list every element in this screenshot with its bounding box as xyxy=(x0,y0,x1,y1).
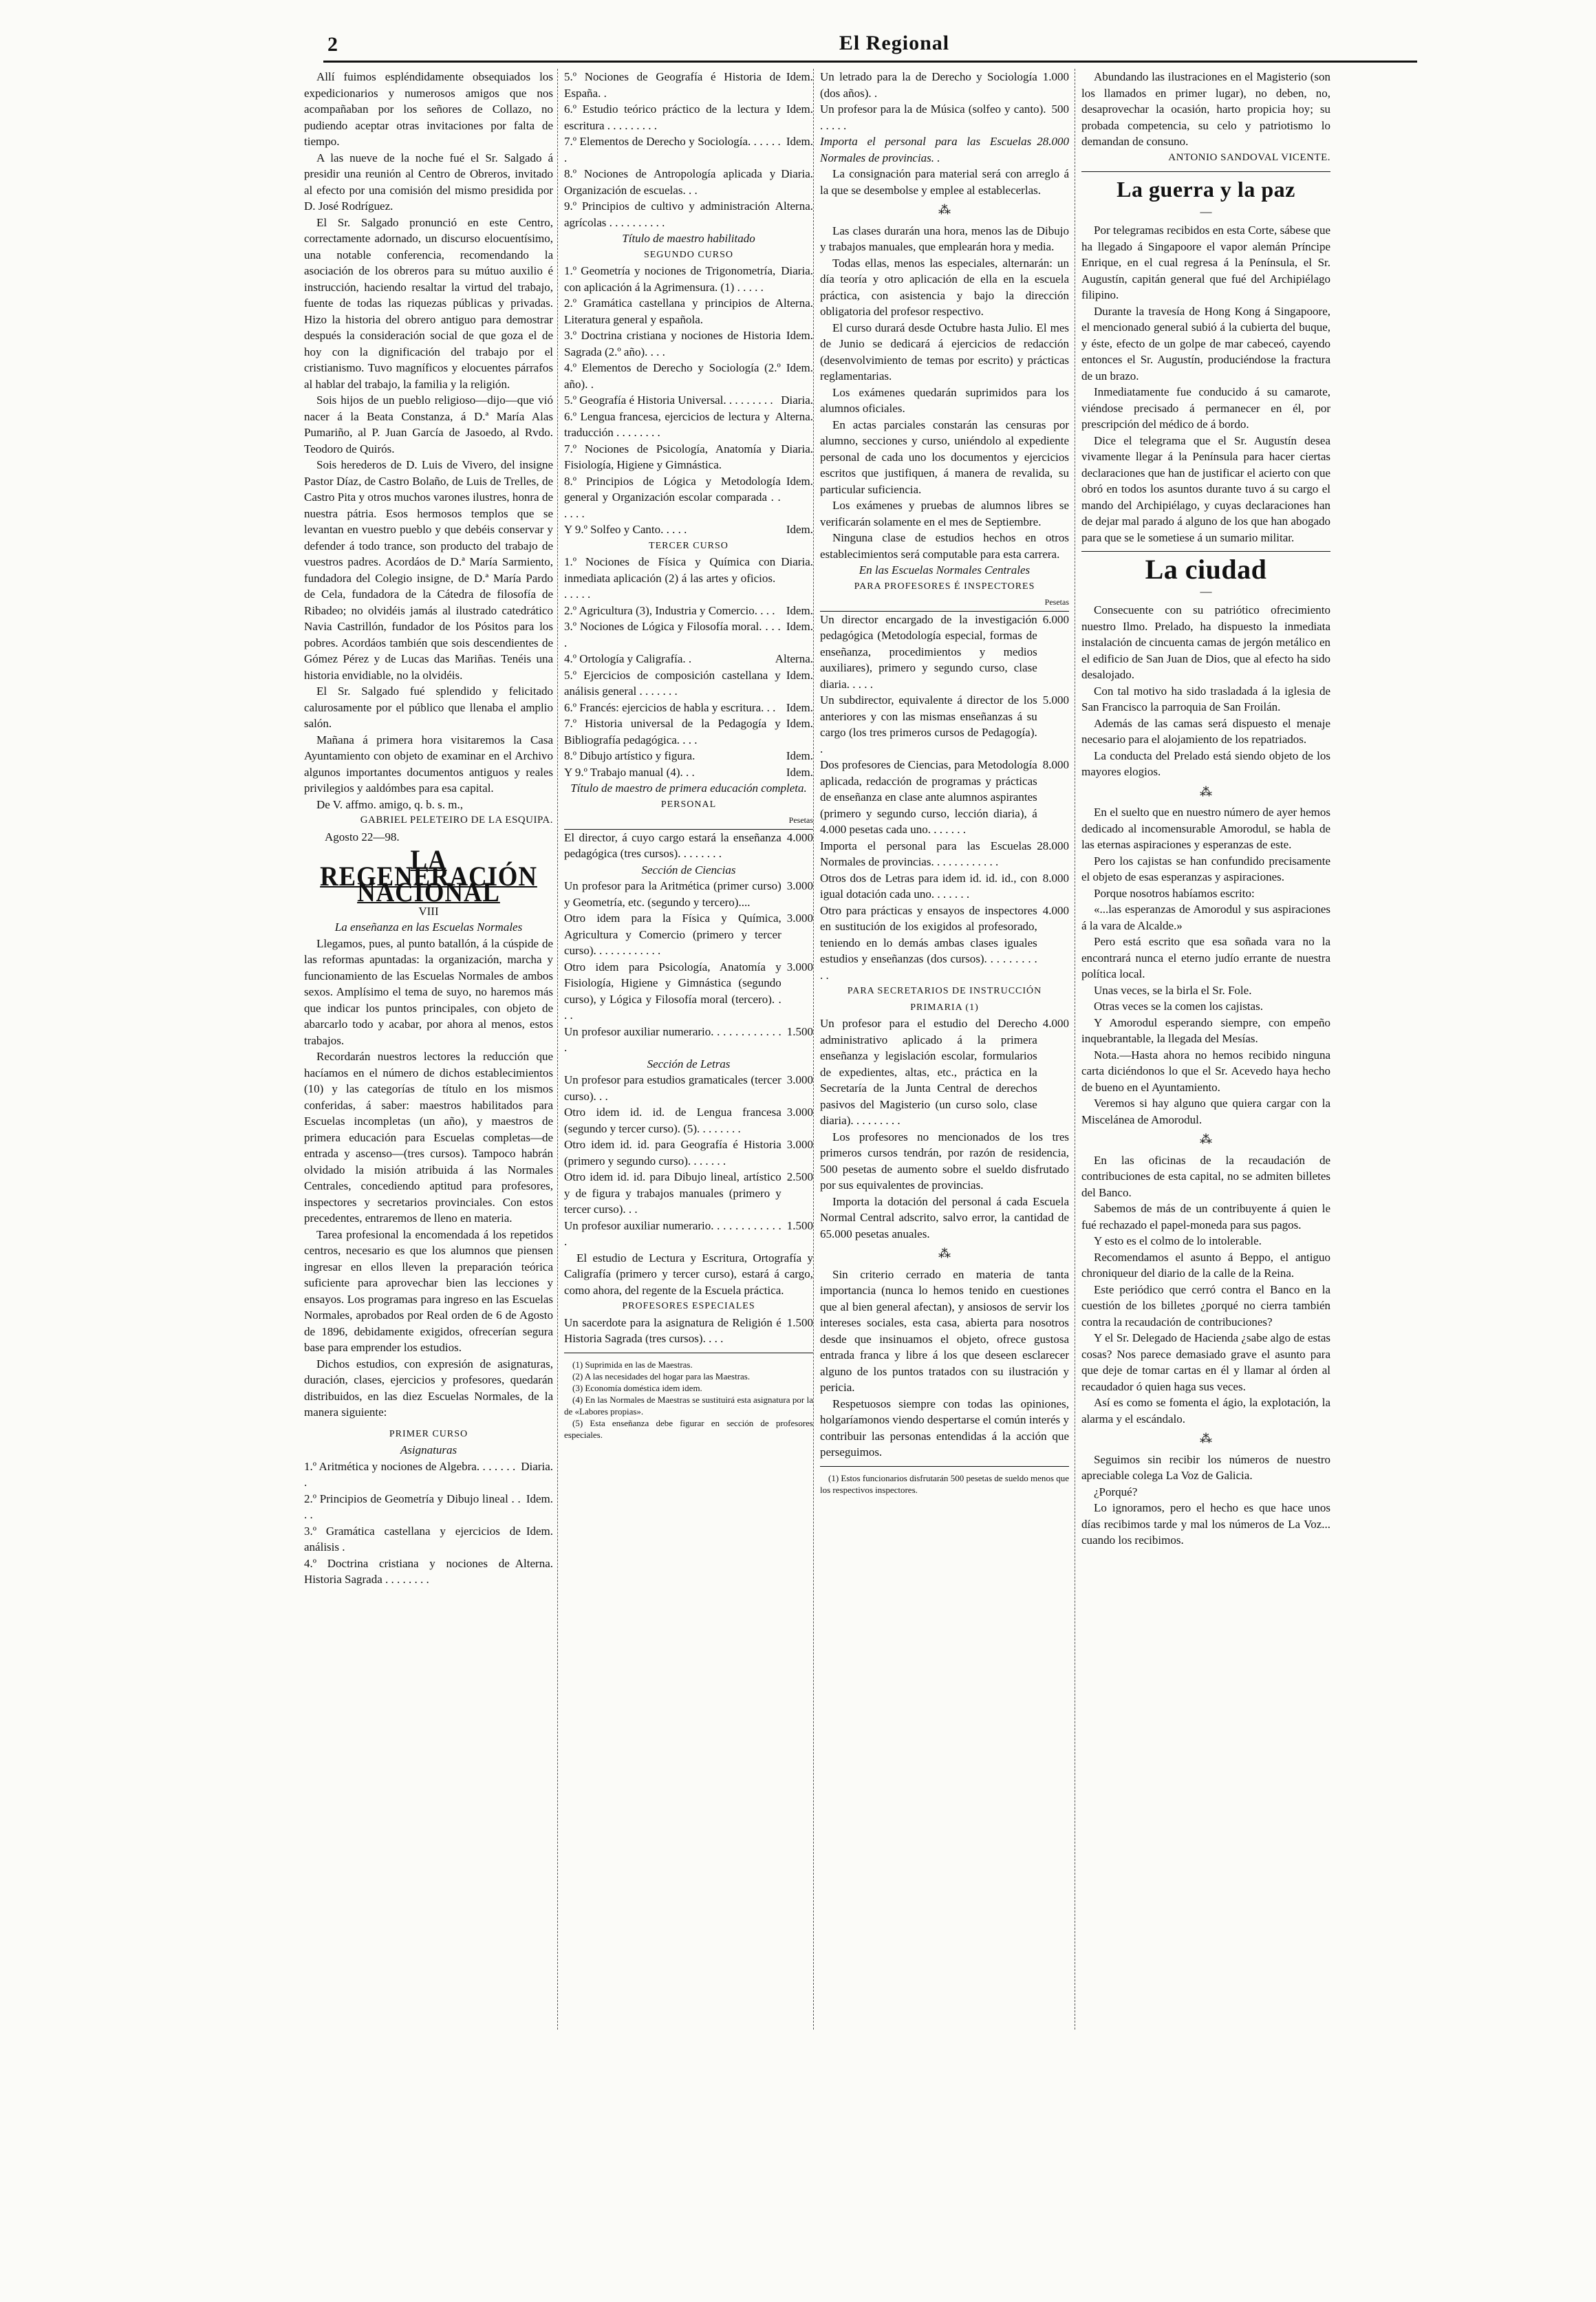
row-label: Un sacerdote para la asignatura de Religión é Historia Sagrada (tres cursos). . . . xyxy=(564,1315,781,1345)
row-value: Diaria. xyxy=(781,394,813,407)
separator-stars: ⁂ xyxy=(938,1247,951,1260)
staff-list xyxy=(820,1015,1069,1129)
table-row xyxy=(820,101,1069,133)
paragraph: Dichos estudios, con expresión de asignaturas, duración, clases, ejercicios y profesores, quedarán distribuidos, en las diez Escuelas Normales, de la manera siguiente: xyxy=(304,1357,553,1419)
paragraph: Sin criterio cerrado en materia de tanta importancia (nunca lo hemos tenido en cuestiones que al bien general afectan), y ansiosos de servir los intereses sociales, esta casa, abierta para nosotros desde que insinuamos el objeto, ofrece gustosa entrada franca y libre á los que deseen esclarecer alguno de los puntos tratados con su ilustración y pericia. xyxy=(820,1267,1069,1394)
row-label: Dos profesores de Ciencias, para Metodología aplicada, redacción de programas y prácticas de enseñanza en clase ante alumnos aspirantes (primero y segundo curso, lección diaria), á 4.000 pesetas cada uno. . . . . . . xyxy=(820,758,1037,836)
centrales-heading: En las Escuelas Normales Centrales xyxy=(859,563,1031,577)
paragraph: Pero está escrito que esa soñada vara no la encontrará nunca el eterno judío errante de nuestra política local. xyxy=(1081,935,1330,980)
table-row xyxy=(820,870,1069,903)
seccion-ciencias: Sección de Ciencias xyxy=(641,863,736,876)
paragraph: Consecuente con su patriótico ofrecimiento nuestro Ilmo. Prelado, ha dispuesto la inmediata instalación de cincuenta camas de jergón metálico en el edificio de San Juan de Dios, que al efecto ha sido desalojado. xyxy=(1081,603,1330,681)
row-value: Idem. xyxy=(786,765,813,779)
separator-stars: ⁂ xyxy=(1200,1432,1212,1445)
row-label: 8.º Dibujo artístico y figura. xyxy=(564,749,695,762)
paragraph: Recordarán nuestros lectores la reducción que hacíamos en el número de dichos establecimientos (10) y las categorías de título en los mismos conferidas, á saber: maestros habilitados para Escuelas incompletas (un año), y maestros de primera educación para Escuelas completas—de entrada y ascenso—(tres cursos). Tampoco habrán olvidado la misión atribuida á las Normales Centrales, concediendo aptitud para profesores, inspectores y secretarios provinciales. Con estos precedentes, entraremos de lleno en materia. xyxy=(304,1050,553,1225)
row-label: Otro idem id. id. para Dibujo lineal, artístico y de figura y trabajos manuales (primero y tercer curso). . . xyxy=(564,1170,781,1216)
row-value: Idem. xyxy=(526,1492,553,1505)
column-2 xyxy=(564,69,813,1441)
row-value: 1.500 xyxy=(786,1218,813,1232)
separator-dash: — xyxy=(1200,204,1212,218)
row-label: Y 9.º Solfeo y Canto. . . . . xyxy=(564,523,687,536)
paragraph: ¿Porqué? xyxy=(1094,1485,1138,1498)
row-value: Alterna. xyxy=(515,1556,553,1570)
row-value: Idem. xyxy=(526,1524,553,1538)
row-label: 4.º Doctrina cristiana y nociones de Historia Sagrada . . . . . . . . xyxy=(304,1556,510,1586)
row-value: 2.500 xyxy=(786,1170,813,1183)
table-row xyxy=(564,69,813,101)
table-row xyxy=(564,1169,813,1218)
section-rule xyxy=(1081,171,1330,172)
separator-stars: ⁂ xyxy=(1200,784,1212,799)
paragraph: Y el Sr. Delegado de Hacienda ¿sabe algo de estas cosas? Nos parece demasiado grave el asunto para que deje de tomar cartas en él y llamar al órden al recaudador ó quien haga sus veces. xyxy=(1081,1331,1330,1393)
paragraph: Todas ellas, menos las especiales, alternarán: un día teoría y otro aplicación de ella en la escuela práctica, con asistencia y bajo la dirección obligatoria del profesor respectivo. xyxy=(820,256,1069,318)
paragraph: Durante la travesía de Hong Kong á Singapoore, el mencionado general subió á la cubierta del buque, y éste, efecto de un golpe de mar cabeceó, cayendo entonces el Sr. Augustín, produciéndose la fractura de un brazo. xyxy=(1081,304,1330,383)
table-row xyxy=(564,618,813,651)
table-row xyxy=(564,473,813,522)
letras-paragraph: El estudio de Lectura y Escritura, Ortografía y Caligrafía (primero y tercer curso), estará á cargo, como ahora, del regente de la Escuela práctica. xyxy=(564,1251,813,1297)
row-label: Otros dos de Letras para idem id. id. id., con igual dotación cada uno. . . . . . . xyxy=(820,871,1037,901)
table-row xyxy=(820,692,1069,757)
staff-list xyxy=(564,1072,813,1250)
row-label: Importa el personal para las Escuelas Normales de provincias. . . . . . . . . . . . xyxy=(820,839,1032,868)
row-value: 5.000 xyxy=(1042,693,1069,707)
row-value: 3.000 xyxy=(786,1106,813,1119)
row-label: Otro idem id. id. de Lengua francesa (segundo y tercer curso). (5). . . . . . . . xyxy=(564,1106,781,1135)
row-value: Idem. xyxy=(786,749,813,762)
row-label: Un profesor auxiliar numerario. . . . . . . . . . . . . xyxy=(564,1024,781,1054)
paragraph: El Sr. Salgado pronunció en este Centro, correctamente adornado, un discurso elocuentísimo, una notable conferencia, recomendando la asociación de los obreros para su mútuo auxilio é instrucción, haciendo resaltar la virtud del trabajo, fuente de todas las riquezas públicas y privadas. Hizo la historia del obrero antiguo para demostrar después la consideración social de que goza el de hoy con la dignificación del trabajo por el cristianismo. Tuvo magníficos y elocuentes párrafos al hablar del trabajo, la familia y la religión. xyxy=(304,215,553,391)
article-body xyxy=(304,936,553,1421)
paragraph: Mañana á primera hora visitaremos la Casa Ayuntamiento con objeto de examinar en el Archivo algunos importantes documentos antiguos y reales privilegios y aaldómbes para esa capital. xyxy=(304,733,553,795)
row-value: 1.500 xyxy=(786,1315,813,1329)
row-label: Un letrado para la de Derecho y Sociología (dos años). . xyxy=(820,70,1037,100)
row-label: Otro idem para la Física y Química, Agricultura y Comercio (primero y tercer curso). . . . . . . . . . . . xyxy=(564,912,781,957)
row-value: 8.000 xyxy=(1042,758,1069,771)
table-row xyxy=(564,667,813,700)
article-signature: ANTONIO SANDOVAL VICENTE. xyxy=(1168,151,1330,163)
row-label: Otro idem id. id. para Geografía é Historia (primero y segundo curso). . . . . . . xyxy=(564,1138,781,1168)
row-value: 4.000 xyxy=(786,830,813,844)
row-label: 1.º Nociones de Física y Química con inmediata aplicación (2) á las artes y oficios. . . . . . xyxy=(564,555,776,601)
column-1 xyxy=(304,69,553,1588)
footnote: (3) Economía doméstica idem idem. xyxy=(572,1382,702,1393)
newspaper-title: El Regional xyxy=(839,32,950,54)
row-label: Un director encargado de la investigación pedagógica (Metodología especial, formas de enseñanza, procedimientos y medios auxiliares), primero y segundo curso, clase diaria. . . . . xyxy=(820,612,1037,691)
row-label: 3.º Nociones de Lógica y Filosofía moral. . . . . xyxy=(564,620,781,649)
table-row xyxy=(564,327,813,360)
row-value: Idem. xyxy=(786,103,813,116)
row-value: Diaria. xyxy=(781,264,813,277)
row-value: 3.000 xyxy=(786,879,813,892)
column-4 xyxy=(1081,69,1330,1549)
ciudad-body xyxy=(1081,602,1330,780)
paragraph: Los exámenes quedarán suprimidos para los alumnos oficiales. xyxy=(820,385,1069,415)
row-value: 6.000 xyxy=(1042,612,1069,626)
row-value: Alterna. xyxy=(775,409,813,423)
row-value: Idem. xyxy=(786,700,813,714)
ciudad-body xyxy=(1081,1452,1330,1549)
paragraph: El Sr. Salgado fué splendido y felicitado calurosamente por el público que llenaba el amplio salón. xyxy=(304,685,553,730)
row-label: 4.º Ortología y Caligrafía. . xyxy=(564,652,692,665)
row-label: Un profesor para el estudio del Derecho administrativo aplicado á la primera enseñanza y legislación escolar, formularios de expedientes, altas, etc., práctica en la Secretaría de la Junta Central de derechos pasivos del Magisterio (un curso solo, clase diaria). . . . . . . . . xyxy=(820,1017,1037,1127)
primer-curso-heading: PRIMER CURSO xyxy=(389,1428,468,1439)
table-row xyxy=(304,1523,553,1556)
centrales-subheading: PARA PROFESORES É INSPECTORES xyxy=(854,581,1035,592)
letter-signature: GABRIEL PELETEIRO DE LA ESQUIPA. xyxy=(360,815,553,826)
paragraph: Además de las camas será dispuesto el menaje necesario para el alojamiento de los repatriados. xyxy=(1081,716,1330,746)
table-row xyxy=(564,1315,813,1347)
row-value: Diaria. xyxy=(781,442,813,455)
paragraph: «...las esperanzas de Amorodul y sus aspiraciones á la vara de Alcalde.» xyxy=(1081,903,1330,932)
ciudad-body xyxy=(1081,1152,1330,1428)
table-row xyxy=(564,1137,813,1169)
paragraph: Y esto es el colmo de lo intolerable. xyxy=(1094,1234,1262,1247)
table-row xyxy=(564,1218,813,1250)
row-value: 3.000 xyxy=(786,960,813,973)
row-value: Alterna. xyxy=(775,652,813,665)
table-row xyxy=(564,1104,813,1137)
separator-dash: — xyxy=(1200,584,1212,598)
table-row xyxy=(564,295,813,327)
row-label: 8.º Nociones de Antropología aplicada y Organización de escuelas. . . xyxy=(564,167,776,197)
row-value: 500 xyxy=(1051,103,1069,116)
row-label: Otro idem para Psicología, Anatomía y Fisiología, Higiene y Gimnástica (segundo curso), y Lógica y Filosofía moral (tercero). . . . xyxy=(564,960,781,1022)
staff-list xyxy=(564,1315,813,1347)
letter-date: Agosto 22—98. xyxy=(325,830,400,843)
table-row xyxy=(304,1556,553,1588)
table-row xyxy=(564,133,813,166)
paragraph: Sois herederos de D. Luis de Vivero, del insigne Pastor Díaz, de Castro Bolaño, de Luis de Trelles, de Castro Pita y otros muchos varones ilustres, honra de nuestra pátria. Esos hermosos templos que se levantan en vuestro pueblo y que debéis conservar y defender á todo trance, son producto del trabajo de vuestros padres. Acordáos de D.ª María Sarmiento, fundadora del Colegio insigne, de D.ª María Pardo de Cela, fundadora de la Cátedra de filosofía de Ribadeo; no olvidéis jamás al ilustrado catedrático Navia Castrillón, fundador de los Pósitos para los pobres. Acordáos también que sois descendientes de Gómez Pérez y de Lucas das Mariñas. Tenéis una historia envidiable, no la olvidéis. xyxy=(304,458,553,682)
paragraph: Llegamos, pues, al punto batallón, á la cúspide de las reformas apuntadas: la organización, marcha y funcionamiento de las Escuelas Normales de ambos sexos. Amplísimo el tema de suyo, no haremos más que indicar los puntos principales, con objeto de abarcarlo todo y acabar, por ahora al menos, estos trabajos. xyxy=(304,936,553,1047)
paragraphs xyxy=(820,223,1069,563)
row-value: 3.000 xyxy=(786,1073,813,1086)
table-row xyxy=(564,360,813,392)
paragraph: Porque nosotros habíamos escrito: xyxy=(1094,886,1255,900)
paragraph: Nota.—Hasta ahora no hemos recibido ninguna carta diciéndonos lo que el Sr. Acevedo haya hecho de bueno en el Ayuntamiento. xyxy=(1081,1048,1330,1094)
row-label: Un profesor para estudios gramaticales (tercer curso). . . xyxy=(564,1073,781,1103)
row-value: 1.500 xyxy=(786,1024,813,1038)
paragraph: Abundando las ilustraciones en el Magisterio (son los llamados en primer lugar), no deben, no, desaprovechar la ocasión, harto propicia hoy; su probada competencia, su celo y patriotismo lo demandan de consuno. xyxy=(1081,70,1330,148)
ciudad-body xyxy=(1081,804,1330,1128)
row-label: 3.º Gramática castellana y ejercicios de análisis . xyxy=(304,1524,521,1553)
paragraph: De V. affmo. amigo, q. b. s. m., xyxy=(316,797,463,811)
section-title-guerra: La guerra y la paz xyxy=(1117,177,1295,202)
row-value: Idem. xyxy=(786,361,813,374)
row-label: Un profesor para la Aritmética (primer curso) y Geometría, etc. (segundo y tercero).... xyxy=(564,879,781,909)
table-row xyxy=(564,198,813,230)
footnote: (4) En las Normales de Maestras se sustituirá esta asignatura por la de «Labores propias». xyxy=(564,1394,813,1417)
subject-list xyxy=(564,263,813,538)
paragraph: Las clases durarán una hora, menos las de Dibujo y trabajos manuales, que emplearán hora y media. xyxy=(820,224,1069,253)
paragraph: Y Amorodul esperando siempre, con empeño inquebrantable, la llegada del Mesías. xyxy=(1081,1015,1330,1045)
table-row xyxy=(564,392,813,409)
row-label: 7.º Historia universal de la Pedagogía y Bibliografía pedagógica. . . . xyxy=(564,717,781,746)
column-divider xyxy=(813,69,814,2030)
row-value: Idem. xyxy=(786,620,813,633)
paragraph: Allí fuimos espléndidamente obsequiados los expedicionarios y numerosos amigos que nos acompañaban por los señores de Collazo, no pudiendo aceptar otras invitaciones por falta de tiempo. xyxy=(304,70,553,148)
page-number: 2 xyxy=(327,33,338,56)
paragraph: Veremos si hay alguno que quiera cargar con la Miscelánea de Amorodul. xyxy=(1081,1097,1330,1126)
footnote: (1) Suprimida en las de Maestras. xyxy=(572,1359,693,1370)
page-header xyxy=(323,30,1417,63)
tercer-curso-heading: TERCER CURSO xyxy=(649,540,729,551)
paragraph: Así es como se fomenta el ágio, la explotación, la alarma y el escándalo. xyxy=(1081,1396,1330,1426)
row-label: 4.º Elementos de Derecho y Sociología (2.º año). . xyxy=(564,361,781,391)
segundo-curso-heading: SEGUNDO CURSO xyxy=(643,249,734,260)
row-label: 2.º Agricultura (3), Industria y Comercio. . . . xyxy=(564,603,775,617)
importa-row: Importa el personal para las Escuelas Normales de provincias. . 28.000 xyxy=(820,135,1069,164)
table-row xyxy=(564,830,813,862)
staff-list xyxy=(564,878,813,1056)
titulo-habilitado: Título de maestro habilitado xyxy=(622,232,755,245)
paragraph: Importa la dotación del personal á cada Escuela Normal Central adscrito, salvo error, la cantidad de 65.000 pesetas anuales. xyxy=(820,1194,1069,1240)
footnote: (2) A las necesidades del hogar para las Maestras. xyxy=(572,1370,751,1381)
table-row xyxy=(564,441,813,473)
row-value: Idem. xyxy=(786,329,813,342)
especiales-heading: PROFESORES ESPECIALES xyxy=(622,1301,755,1311)
table-row xyxy=(564,166,813,198)
row-label: 7.º Elementos de Derecho y Sociología. . . . . . . xyxy=(564,135,781,164)
row-value: 28.000 xyxy=(1037,839,1069,852)
footnote: (5) Esta enseñanza debe figurar en sección de profesores especiales. xyxy=(564,1417,813,1440)
secretarios-heading: PARA SECRETARIOS DE INSTRUCCIÓN PRIMARIA (1) xyxy=(847,986,1042,1013)
paragraph: En las oficinas de la recaudación de contribuciones de esta capital, no se admiten billetes del Banco. xyxy=(1081,1153,1330,1199)
asignaturas-heading: Asignaturas xyxy=(400,1443,457,1456)
row-value: 1.000 xyxy=(1042,70,1069,83)
row-value: Diaria. xyxy=(781,555,813,568)
footnote: (1) Estos funcionarios disfrutarán 500 pesetas de sueldo menos que los respectivos inspectores. xyxy=(820,1472,1069,1495)
row-label: 8.º Principios de Lógica y Metodología general y Organización escolar comparada . . . . . . xyxy=(564,474,781,520)
row-value: 3.000 xyxy=(786,1138,813,1151)
table-row xyxy=(564,748,813,764)
paragraph: Inmediatamente fue conducido á su camarote, viéndose precisado á permanecer en él, por prescripción del médico de á bordo. xyxy=(1081,385,1330,431)
pesetas-heading: Pesetas xyxy=(820,594,1069,612)
letter-body xyxy=(304,69,553,813)
row-label: Un profesor auxiliar numerario. . . . . . . . . . . . . xyxy=(564,1218,781,1248)
paragraph: Pero los cajistas se han confundido precisamente el objeto de esas esperanzas y aspiraciones. xyxy=(1081,854,1330,883)
staff-list xyxy=(564,830,813,862)
paragraph: En actas parciales constarán las censuras por alumno, secciones y curso, uniéndolo al expediente personal de cada uno los documentos y ejercicios escritos que justifiquen, á manera de revalida, su particular suficiencia. xyxy=(820,418,1069,496)
staff-list xyxy=(820,69,1069,133)
subject-list xyxy=(564,554,813,780)
table-row xyxy=(564,764,813,781)
row-label: Y 9.º Trabajo manual (4). . . xyxy=(564,765,695,779)
paragraphs xyxy=(820,1267,1069,1461)
table-row xyxy=(820,903,1069,984)
table-row xyxy=(564,263,813,295)
paragraph: La consignación para material será con arreglo á la que se desembolse y emplee al establecerlas. xyxy=(820,167,1069,197)
row-label: 1.º Geometría y nociones de Trigonometría, con aplicación á la Agrimensura. (1) . . . . . xyxy=(564,264,776,294)
paragraph: Con tal motivo ha sido trasladada á la iglesia de San Francisco la parroquia de San Froilán. xyxy=(1081,684,1330,713)
titulo-primera: Título de maestro de primera educación completa. xyxy=(570,782,807,795)
row-label: 6.º Francés: ejercicios de habla y escritura. . . xyxy=(564,700,776,714)
row-value: Idem. xyxy=(786,668,813,682)
table-row xyxy=(820,838,1069,870)
paragraph: Dice el telegrama que el Sr. Augustín desea vivamente llegar á la Península para hacer ciertas declaraciones que han de justificar el acierto con que obró en todos los asuntos durante tuvo á su cargo el mando del Archipiélago, y cuyas declaraciones han de dejar mal parado á alguno de los que han abogado para que se le sometiese á un sumario militar. xyxy=(1081,433,1330,544)
row-value: 8.000 xyxy=(1042,871,1069,885)
table-row xyxy=(564,603,813,619)
paragraphs xyxy=(820,1129,1069,1243)
row-label: 5.º Geografía é Historia Universal. . . . . . . . . xyxy=(564,394,773,407)
table-row xyxy=(564,959,813,1024)
table-row xyxy=(820,1015,1069,1129)
table-row xyxy=(564,521,813,538)
section-rule xyxy=(1081,551,1330,552)
row-label: 6.º Lengua francesa, ejercicios de lectura y traducción . . . . . . . . xyxy=(564,409,770,439)
paragraph: El curso durará desde Octubre hasta Julio. El mes de Junio se dedicará á ejercicios de redacción (desenvolvimiento de temas por escrito) y prácticas reglamentarias. xyxy=(820,321,1069,383)
table-row xyxy=(820,612,1069,693)
table-row xyxy=(564,101,813,133)
table-row xyxy=(564,700,813,716)
paragraph: Los exámenes y pruebas de alumnos libres se verificarán solamente en el mes de Septiembre. xyxy=(820,499,1069,528)
paragraph: La conducta del Prelado está siendo objeto de los mayores elogios. xyxy=(1081,749,1330,778)
paragraph: Tarea profesional la encomendada á los repetidos centros, necesario es que los alumnos que piensen ingresar en ellos lleven la preparación teórica suficiente para aprovechar bien las lecciones y ensayos. Los programas para ingreso en las Escuelas Normales, aprobados por Real orden de 6 de Agosto de 1896, debidamente exigidos, ofrecerían segura base para emprender los estudios. xyxy=(304,1227,553,1354)
guerra-body xyxy=(1081,222,1330,546)
column-divider xyxy=(557,69,558,2030)
table-row xyxy=(564,878,813,910)
row-label: 9.º Principios de cultivo y administración agrícolas . . . . . . . . . . xyxy=(564,200,770,229)
paragraph: Este periódico que cerró contra el Banco en la cuestión de los billetes ¿porqué no cierra también contra la recaudación de contribuciones? xyxy=(1081,1282,1330,1329)
row-value: Idem. xyxy=(786,135,813,148)
row-value: Idem. xyxy=(786,70,813,83)
row-label: 7.º Nociones de Psicología, Anatomía y Fisiología, Higiene y Gimnástica. xyxy=(564,442,776,471)
footnotes xyxy=(564,1359,813,1441)
row-value: 4.000 xyxy=(1042,903,1069,917)
paragraph: Sois hijos de un pueblo religioso—dijo—que vió nacer á la Beata Constanza, á D.ª María Alas Pumariño, al P. Juan García de Jasoedo, al Rvdo. Teodoro de Quirós. xyxy=(304,394,553,455)
paragraph: Ninguna clase de estudios hechos en otros establecimientos será computable para esta carrera. xyxy=(820,531,1069,561)
row-label: 5.º Nociones de Geografía é Historia de España. . xyxy=(564,70,781,100)
paragraph: A las nueve de la noche fué el Sr. Salgado á presidir una reunión al Centro de Obreros, invitado al efecto por una comisión del mismo presidida por D. José Rodríguez. xyxy=(304,151,553,213)
row-label: 2.º Principios de Geometría y Dibujo lineal . . . . xyxy=(304,1492,521,1521)
personal-heading: PERSONAL xyxy=(660,799,717,810)
row-label: Otro para prácticas y ensayos de inspectores en sustitución de los exigidos al profesorado, teniendo en lo demás ambas clases iguales estudios y enseñanzas (dos cursos). . . . . . . . . . . xyxy=(820,903,1037,982)
table-row xyxy=(564,554,813,603)
row-label: 6.º Estudio teórico práctico de la lectura y escritura . . . . . . . . . xyxy=(564,103,781,132)
section-subtitle: La enseñanza en las Escuelas Normales xyxy=(334,921,523,934)
seccion-letras: Sección de Letras xyxy=(647,1057,731,1071)
row-label: 5.º Ejercicios de composición castellana y análisis general . . . . . . . xyxy=(564,668,781,698)
subject-list xyxy=(304,1459,553,1588)
row-value: 3.000 xyxy=(786,912,813,925)
table-row xyxy=(564,1024,813,1056)
table-row xyxy=(820,69,1069,101)
section-number: VIII xyxy=(418,904,439,918)
table-row xyxy=(564,716,813,748)
paragraph: Por telegramas recibidos en esta Corte, sábese que ha llegado á Singapoore el vapor alemán Príncipe Enrique, en el cual regresa á la Península, el Sr. Augustín, capitán general que fué del Archipiélago filipino. xyxy=(1081,224,1330,301)
table-row xyxy=(304,1459,553,1491)
row-value: Diaria. xyxy=(781,167,813,180)
table-row xyxy=(304,1491,553,1523)
pesetas-heading: Pesetas xyxy=(564,813,813,830)
row-label: Un profesor para la de Música (solfeo y canto). . . . . . xyxy=(820,103,1046,132)
section-title-regeneracion: LA REGENERACIÓN NACIONAL xyxy=(320,844,537,907)
separator-stars: ⁂ xyxy=(1200,1132,1212,1146)
subject-list xyxy=(564,69,813,230)
table-row xyxy=(820,757,1069,838)
column-3 xyxy=(820,69,1069,1496)
paragraph: Lo ignoramos, pero el hecho es que hace unos días recibimos tarde y mal los números de La Voz... cuando los recibimos. xyxy=(1081,1501,1330,1547)
staff-list xyxy=(820,612,1069,984)
table-row xyxy=(564,910,813,959)
row-label: 1.º Aritmética y nociones de Algebra. . . . . . . . xyxy=(304,1459,516,1489)
paragraphs xyxy=(1081,69,1330,150)
paragraph: Los profesores no mencionados de los tres primeros cursos tendrán, por razón de residencia, 500 pesetas de aumento sobre el sueldo disfrutado por sus equivalentes de provincias. xyxy=(820,1130,1069,1192)
row-value: Idem. xyxy=(786,523,813,536)
table-row xyxy=(564,409,813,441)
paragraph: En el suelto que en nuestro número de ayer hemos dedicado al incomensurable Amorodul, se habla de las eternas aspiraciones y esperanzas de este. xyxy=(1081,806,1330,851)
paragraphs xyxy=(820,166,1069,198)
table-row xyxy=(564,1072,813,1104)
paragraph: Sabemos de más de un contribuyente á quien le fué rechazado el papel-moneda para sus pagos. xyxy=(1081,1202,1330,1231)
row-label: Un subdirector, equivalente á director de los anteriores y con las mismas enseñanzas á su cargo (los tres primeros cursos de Pedagogía). . xyxy=(820,693,1037,755)
row-value: Idem. xyxy=(786,717,813,730)
separator-stars: ⁂ xyxy=(938,203,951,217)
row-value: Diaria. xyxy=(521,1459,553,1473)
paragraph: Respetuosos siempre con todas las opiniones, holgaríamonos viendo despertarse el común interés y contribuir las personas entendidas á la acción que perseguimos. xyxy=(820,1397,1069,1459)
row-value: Alterna. xyxy=(775,200,813,213)
footnote-rule xyxy=(820,1466,1069,1467)
row-label: El director, á cuyo cargo estará la enseñanza pedagógica (tres cursos). . . . . . . . xyxy=(564,830,781,860)
section-title-ciudad: La ciudad xyxy=(1145,554,1267,585)
row-label: 3.º Doctrina cristiana y nociones de Historia Sagrada (2.º año). . . . xyxy=(564,329,781,358)
paragraph: Unas veces, se la birla el Sr. Fole. xyxy=(1094,983,1252,997)
row-value: 4.000 xyxy=(1042,1017,1069,1030)
table-row xyxy=(564,651,813,667)
row-value: Idem. xyxy=(786,603,813,617)
paragraph: Recomendamos el asunto á Beppo, el antiguo chroniqueur del diario de la calle de la Reina. xyxy=(1081,1250,1330,1280)
paragraph: Seguimos sin recibir los números de nuestro apreciable colega La Voz de Galicia. xyxy=(1081,1452,1330,1482)
row-label: 2.º Gramática castellana y principios de Literatura general y española. xyxy=(564,297,770,326)
row-value: Alterna. xyxy=(775,297,813,310)
paragraph: Otras veces se la comen los cajistas. xyxy=(1094,1000,1263,1013)
row-value: Idem. xyxy=(786,474,813,488)
